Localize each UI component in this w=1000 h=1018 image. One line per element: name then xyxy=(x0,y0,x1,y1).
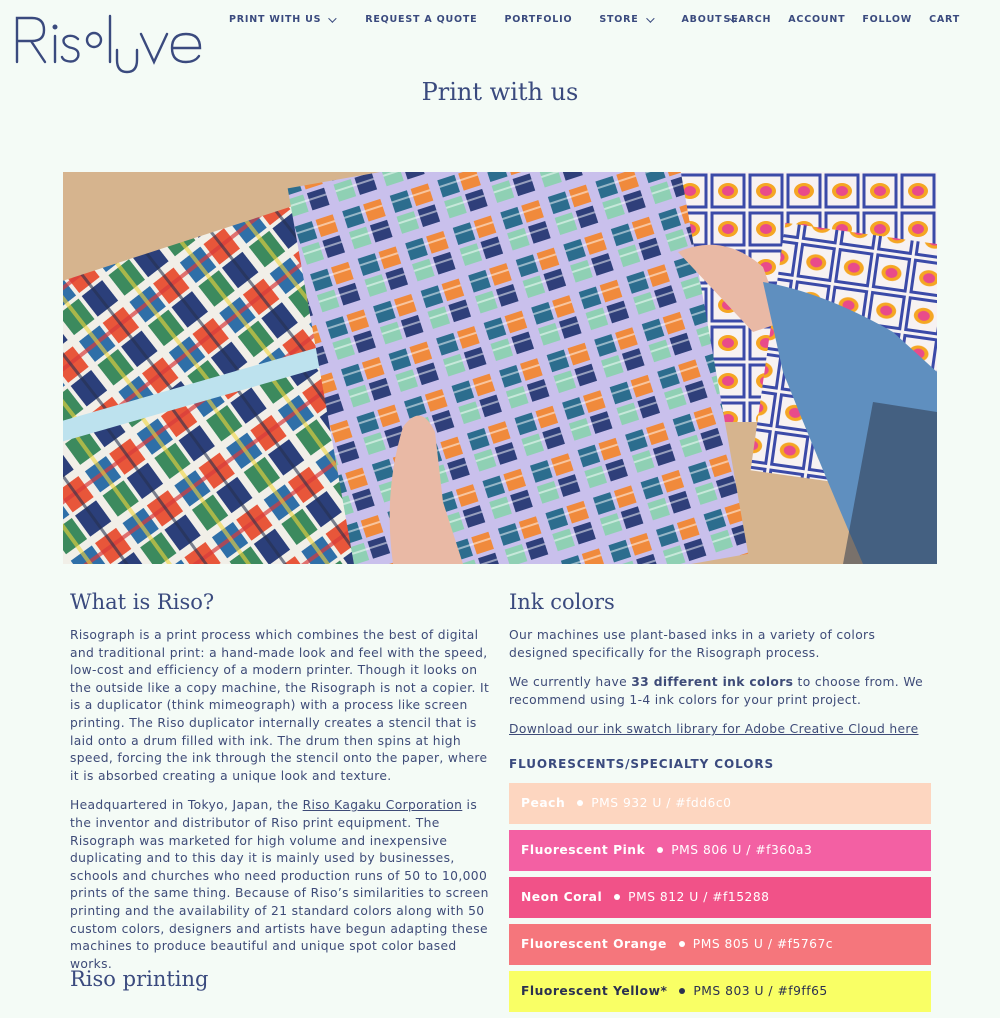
what-is-riso-paragraph-2 xyxy=(70,797,490,973)
riso-printing-heading: Riso printing xyxy=(70,967,209,991)
swatch-name: Neon Coral xyxy=(521,890,603,905)
chevron-down-icon xyxy=(328,14,336,22)
p2-text-after: to choose from. We recommend using 1-4 ink colors for your print project. xyxy=(509,675,924,707)
what-is-riso-section xyxy=(70,590,490,985)
swatch-code: PMS 932 U / #fdd6c0 xyxy=(591,796,732,811)
p2-text-before: Headquartered in Tokyo, Japan, the xyxy=(70,798,303,813)
swatch-name: Fluorescent Pink xyxy=(521,843,646,858)
utility-nav xyxy=(707,14,960,25)
p2-text-after: is the inventor and distributor of Riso print equipment. The Risograph was marketed for high volume and inexpensive duplicating and to this day it is mainly used by businesses, schools and churches who need production runs of 50 to 10,000 prints of the same thing. Because of Riso’s similarities to screen printing and the availability of 21 standard colors along with 50 custom colors, designers and artists have begun adapting these machines to produce beautiful and unique spot color based works. xyxy=(70,798,489,971)
hero-illustration xyxy=(63,172,937,564)
swatch-row xyxy=(509,783,931,824)
download-swatch-link[interactable]: Download our ink swatch library for Adobe Creative Cloud here xyxy=(509,722,919,737)
ink-count: 33 different ink colors xyxy=(631,675,794,690)
nav-store[interactable] xyxy=(599,14,651,25)
swatch-row xyxy=(509,971,931,1012)
swatch-row xyxy=(509,877,931,918)
nav-label: ABOUT xyxy=(681,14,723,25)
nav-label: PORTFOLIO xyxy=(504,14,573,25)
ink-colors-section xyxy=(509,590,931,1018)
what-is-riso-paragraph-1: Risograph is a print process which combines the best of digital and traditional print: a hand-made look and feel with the speed, low-cost and efficiency of a modern printer. Though it looks on the outside like a copy machine, the Risograph is not a copier. It is a duplicator (think mimeograph) with a process like screen printing. The Riso duplicator internally creates a stencil that is laid onto a drum filled with ink. The drum then spins at high speed, forcing the ink through the stencil onto the paper, where it is absorbed creating a unique look and texture. xyxy=(70,628,490,783)
nav-print-with-us[interactable] xyxy=(229,14,334,25)
nav-cart[interactable]: CART xyxy=(929,14,960,25)
nav-request-a-quote[interactable] xyxy=(365,14,477,25)
swatch-row xyxy=(509,924,931,965)
dot-icon xyxy=(614,894,620,900)
dot-icon xyxy=(679,988,685,994)
swatch-name: Fluorescent Yellow* xyxy=(521,984,668,999)
swatch-code: PMS 806 U / #f360a3 xyxy=(671,843,813,858)
swatch-row xyxy=(509,830,931,871)
chevron-down-icon xyxy=(646,14,654,22)
ink-colors-paragraph-2 xyxy=(509,674,931,709)
swatch-name: Peach xyxy=(521,796,566,811)
ink-colors-paragraph-1: Our machines use plant-based inks in a variety of colors designed specifically for the Risograph process. xyxy=(509,628,876,660)
swatch-list xyxy=(509,783,931,1012)
hero-image xyxy=(63,172,937,564)
p2-text-before: We currently have xyxy=(509,675,632,690)
nav-account[interactable]: ACCOUNT xyxy=(788,14,846,25)
nav-follow[interactable]: FOLLOW xyxy=(862,14,913,25)
ink-colors-heading: Ink colors xyxy=(509,590,615,614)
nav-label: PRINT WITH US xyxy=(229,14,322,25)
swatch-code: PMS 805 U / #f5767c xyxy=(692,937,834,952)
nav-search[interactable]: SEARCH xyxy=(723,14,772,25)
swatch-name: Fluorescent Orange xyxy=(521,937,667,952)
swatch-code: PMS 812 U / #f15288 xyxy=(628,890,770,905)
what-is-riso-heading: What is Riso? xyxy=(70,590,215,614)
dot-icon xyxy=(679,941,685,947)
nav-portfolio[interactable] xyxy=(504,14,572,25)
dot-icon xyxy=(657,847,663,853)
nav-label: STORE xyxy=(599,14,639,25)
page-title: Print with us xyxy=(421,78,579,106)
riso-kagaku-link[interactable]: Riso Kagaku Corporation xyxy=(302,798,463,813)
fluorescents-label: FLUORESCENTS/SPECIALTY COLORS xyxy=(509,756,775,771)
nav-label: REQUEST A QUOTE xyxy=(365,14,478,25)
risolve-logo[interactable] xyxy=(14,10,204,80)
swatch-code: PMS 803 U / #f9ff65 xyxy=(693,984,828,999)
dot-icon xyxy=(577,800,583,806)
main-nav xyxy=(229,14,735,25)
